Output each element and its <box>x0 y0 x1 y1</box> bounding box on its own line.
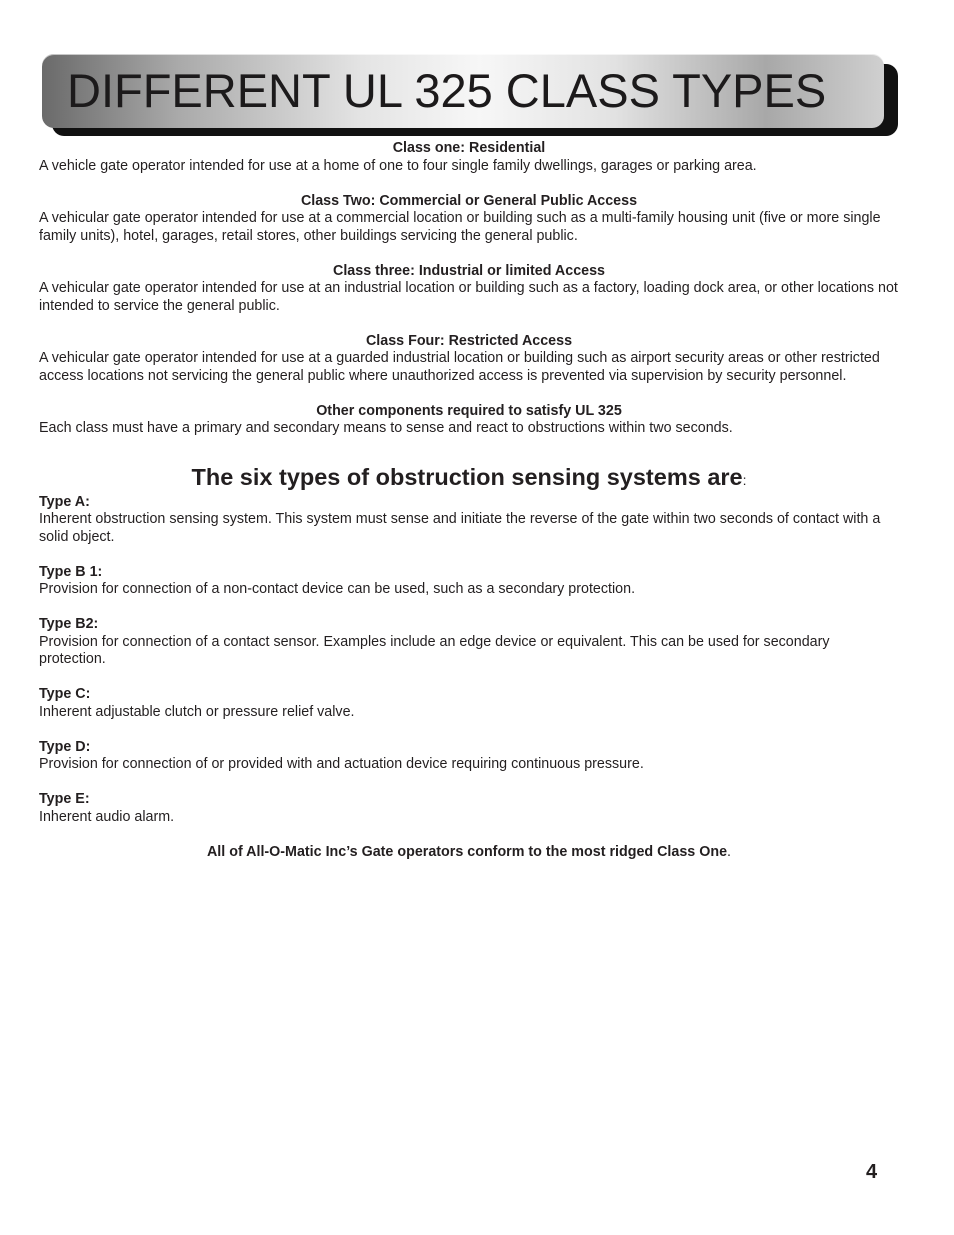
page-title: DIFFERENT UL 325 CLASS TYPES <box>67 64 827 117</box>
sensing-systems-heading-colon: : <box>742 471 747 488</box>
sensing-systems-heading <box>39 463 899 494</box>
page-number: 4 <box>866 1161 878 1183</box>
type-b2-section <box>39 616 899 669</box>
class-two-text: A vehicular gate operator intended for use at a commercial location or building such as a multi-family housing unit (five or more single family units), hotel, garages, retail stores, other buildings servicing the general public. <box>39 210 881 244</box>
type-b2-text: Provision for connection of a contact sensor. Examples include an edge device or equivalent. This can be used for secondary protection. <box>39 633 830 667</box>
class-four-heading: Class Four: Restricted Access <box>365 332 573 349</box>
other-components-text: Each class must have a primary and secondary means to sense and react to obstructions within two seconds. <box>39 420 733 436</box>
class-one-section <box>39 140 899 175</box>
type-d-section <box>39 739 899 774</box>
class-four-text: A vehicular gate operator intended for use at a guarded industrial location or building such as airport security areas or other restricted access locations not servicing the general public where unauthorized access is prevented via supervision by security personnel. <box>39 350 880 384</box>
type-c-text: Inherent adjustable clutch or pressure relief valve. <box>39 703 355 720</box>
type-b1-text: Provision for connection of a non-contact device can be used, such as a secondary protection. <box>39 581 636 597</box>
type-a-label: Type A: <box>39 493 90 510</box>
type-b1-label: Type B 1: <box>39 563 103 580</box>
class-two-heading: Class Two: Commercial or General Public Access <box>300 192 638 209</box>
class-three-heading: Class three: Industrial or limited Access <box>333 262 605 279</box>
type-d-label: Type D: <box>39 738 91 755</box>
type-c-section <box>39 686 899 721</box>
title-banner-face <box>42 54 884 128</box>
type-e-section <box>39 791 899 826</box>
type-d-text: Provision for connection of or provided with and actuation device requiring continuous pressure. <box>39 756 644 772</box>
document-body <box>39 140 899 861</box>
conformance-note <box>39 844 899 862</box>
class-one-text: A vehicle gate operator intended for use at a home of one to four single family dwellings, garages or parking area. <box>39 157 757 174</box>
class-two-section <box>39 193 899 246</box>
title-banner <box>42 54 884 128</box>
other-components-heading: Other components required to satisfy UL 325 <box>316 402 622 419</box>
conformance-note-period: . <box>727 843 732 860</box>
type-c-label: Type C: <box>39 686 91 702</box>
type-b1-section <box>39 564 899 599</box>
sensing-systems-heading-text: The six types of obstruction sensing systems are <box>191 463 743 490</box>
other-components-section <box>39 403 899 438</box>
type-e-label: Type E: <box>39 791 90 807</box>
class-one-heading: Class one: Residential <box>392 140 546 156</box>
type-a-text: Inherent obstruction sensing system. This system must sense and initiate the reverse of the gate within two seconds of contact with a solid object. <box>39 511 881 545</box>
type-a-section <box>39 494 899 547</box>
conformance-note-text: All of All-O-Matic Inc’s Gate operators conform to the most ridged Class One <box>206 843 728 860</box>
class-three-text: A vehicular gate operator intended for use at an industrial location or building such as a factory, loading dock area, or other locations not intended to service the general public. <box>39 280 898 314</box>
class-four-section <box>39 333 899 386</box>
type-b2-label: Type B2: <box>39 616 99 632</box>
type-e-text: Inherent audio alarm. <box>39 808 175 825</box>
class-three-section <box>39 263 899 316</box>
